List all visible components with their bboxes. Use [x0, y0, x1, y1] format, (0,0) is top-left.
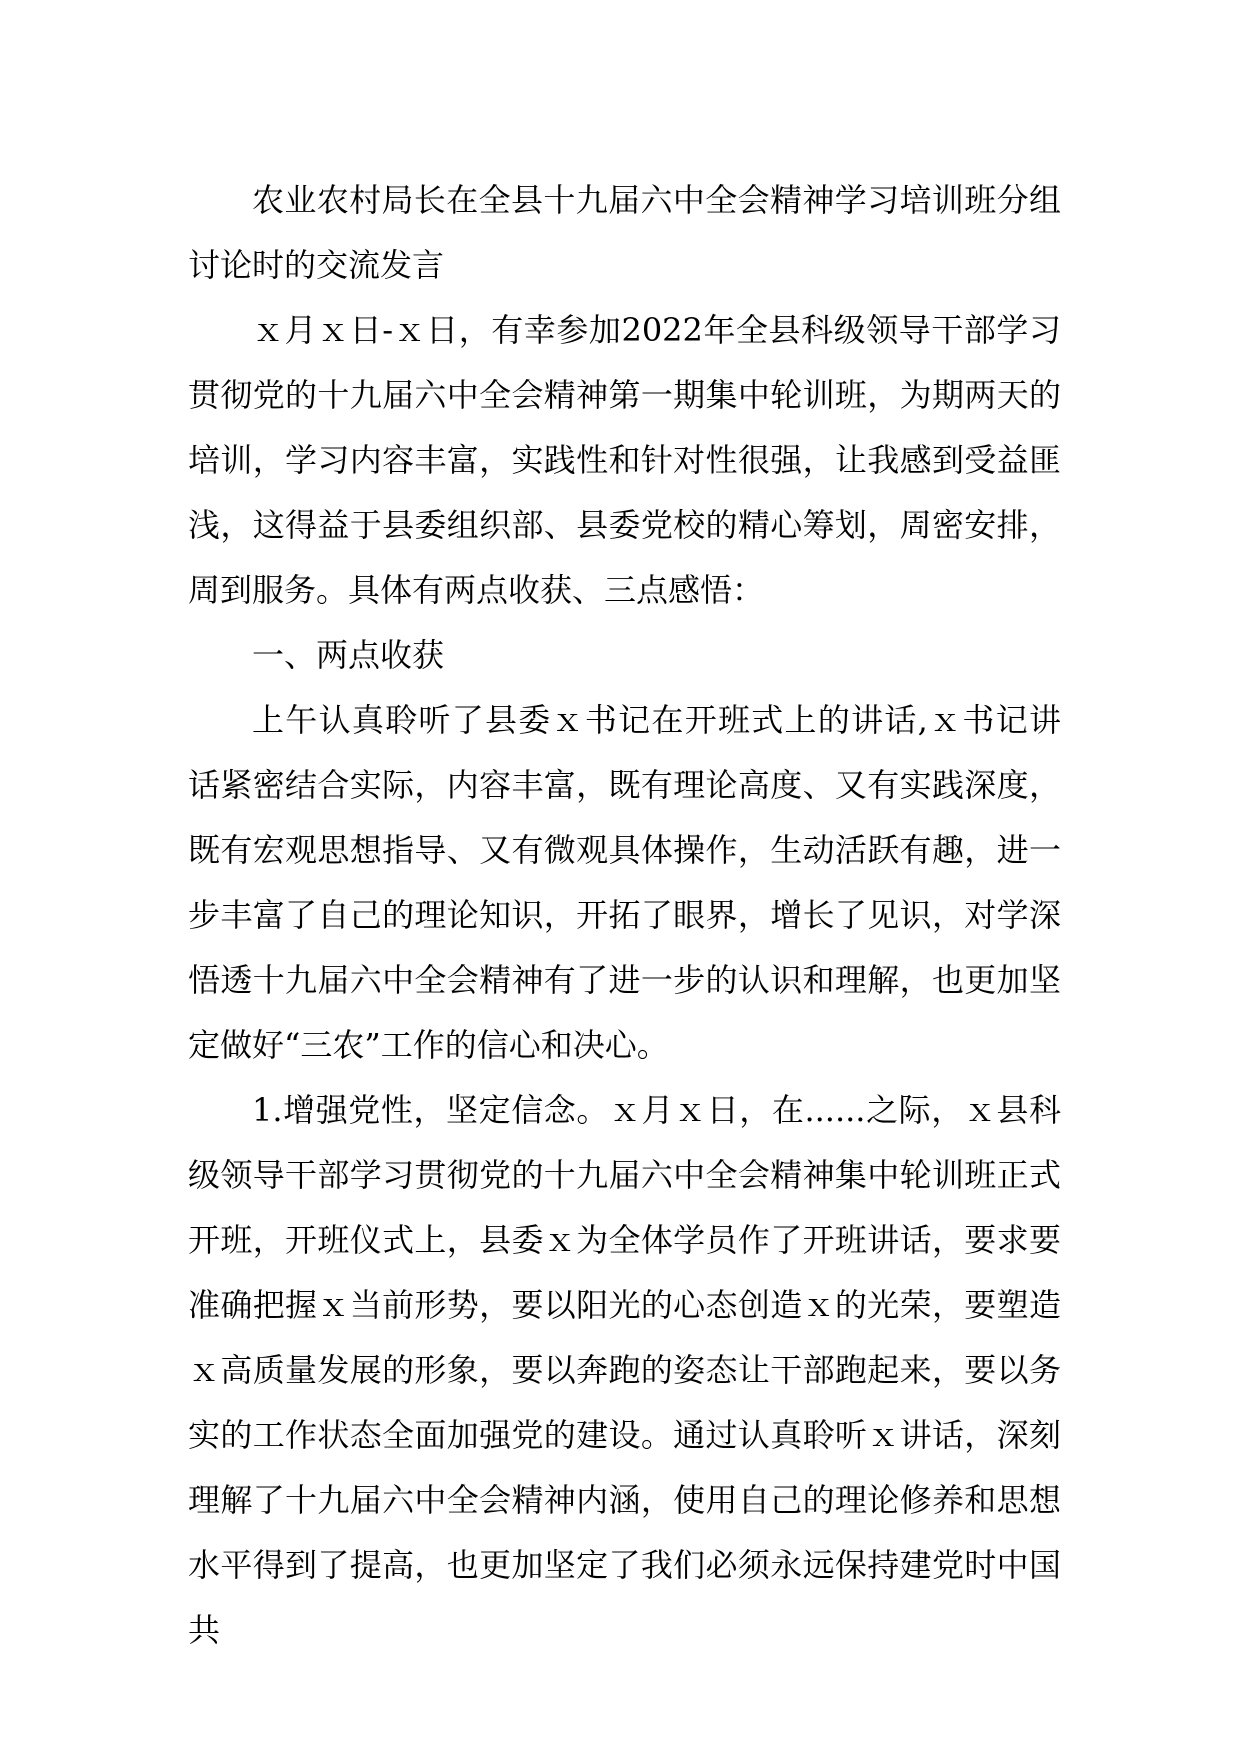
document-title: 农业农村局长在全县十九届六中全会精神学习培训班分组讨论时的交流发言 — [188, 181, 1061, 284]
paragraph-lecture: 上午认真聆听了县委ｘ书记在开班式上的讲话,ｘ书记讲话紧密结合实际，内容丰富，既有理论高度、又有实践深度，既有宏观思想指导、又有微观具体操作，生动活跃有趣，进一步丰富了自己的理论知识，开拓了眼界，增长了见识，对学深悟透十九届六中全会精神有了进一步的认识和理解，也更加坚定做好“三农”工作的信心和决心。 — [188, 701, 1061, 1064]
paragraph-point-1: 1.增强党性，坚定信念。ｘ月ｘ日，在......之际，ｘ县科级领导干部学习贯彻党的十九届六中全会精神集中轮训班正式开班，开班仪式上，县委ｘ为全体学员作了开班讲话，要求要准确把握ｘ当前形势，要以阳光的心态创造ｘ的光荣，要塑造ｘ高质量发展的形象，要以奔跑的姿态让干部跑起来，要以务实的工作状态全面加强党的建设。通过认真聆听ｘ讲话，深刻理解了十九届六中全会精神内涵，使用自己的理论修养和思想水平得到了提高，也更加坚定了我们必须永远保持建党时中国共 — [188, 1091, 1061, 1649]
paragraph-intro: ｘ月ｘ日-ｘ日，有幸参加2022年全县科级领导干部学习贯彻党的十九届六中全会精神第一期集中轮训班，为期两天的培训，学习内容丰富，实践性和针对性很强，让我感到受益匪浅，这得益于县委组织部、县委党校的精心筹划，周密安排，周到服务。具体有两点收获、三点感悟： — [188, 311, 1061, 609]
section-heading: 一、两点收获 — [252, 636, 445, 674]
document-body — [188, 168, 1061, 1663]
